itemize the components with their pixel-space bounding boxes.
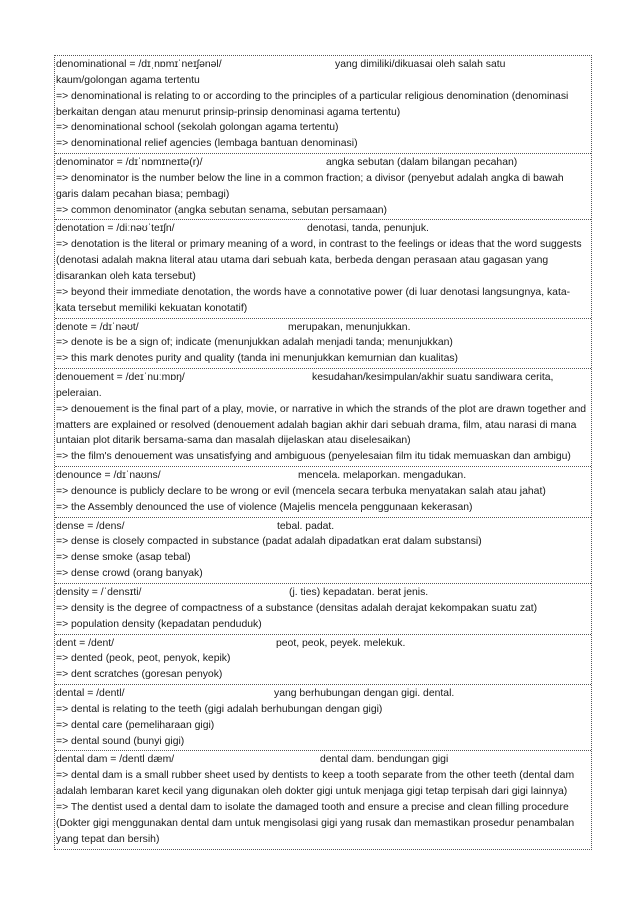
- meaning: mencela. melaporkan. mengadukan.: [298, 470, 467, 482]
- headword: denominational = /dɪˌnɒmɪˈneɪʃənəl/: [56, 59, 222, 70]
- entry-density: [55, 583, 591, 634]
- entry-header: [56, 468, 589, 484]
- entry-line: => dental care (pemeliharaan gigi): [56, 719, 215, 731]
- entry-header: [56, 370, 589, 386]
- entry-line: => dense crowd (orang banyak): [56, 568, 203, 580]
- headword: dent = /dent/: [56, 637, 115, 649]
- entry-line: => dent scratches (goresan penyok): [56, 669, 223, 681]
- entry-line: => denominational relief agencies (lembaga bantuan denominasi): [56, 138, 358, 150]
- entry-line: => density is the degree of compactness of a substance (densitas adalah derajat kekompakan suatu zat): [56, 602, 538, 614]
- entry-line: => dental is relating to the teeth (gigi adalah berhubungan dengan gigi): [56, 703, 383, 715]
- entry-line: => beyond their immediate denotation, the words have a connotative power (di luar denotasi langsungnya, kata-kata tersebut memiliki kekuatan konotatif): [56, 286, 571, 314]
- meaning: tebal. padat.: [277, 520, 335, 532]
- headword: denote = /dɪˈnəʊt/: [56, 321, 139, 333]
- headword: density = /ˈdensɪti/: [56, 587, 142, 598]
- meaning: (j. ties) kepadatan. berat jenis.: [289, 587, 429, 598]
- entry-dental: [55, 684, 591, 750]
- entry-line: => denominational school (sekolah golongan agama tertentu): [56, 122, 339, 134]
- entry-dental-dam: [55, 750, 591, 848]
- entry-line: => the Assembly denounced the use of violence (Majelis mencela penggunaan kekerasan): [56, 501, 473, 513]
- entry-line: => dental sound (bunyi gigi): [56, 735, 185, 747]
- entry-line: => The dentist used a dental dam to isolate the damaged tooth and ensure a precise and clean filling procedure (Dokter gigi menggunakan dental dam untuk mengisolasi gigi yang rusak dan memastikan prosedur penambalan yang tepat dan bersih): [56, 801, 575, 845]
- entry-header: [56, 686, 589, 702]
- entry-line: => denominator is the number below the line in a common fraction; a divisor (penyebut adalah angka di bawah garis dalam pecahan biasa; pembagi): [56, 172, 564, 200]
- meaning: merupakan, menunjukkan.: [288, 321, 411, 333]
- entry-line: => population density (kepadatan penduduk): [56, 618, 262, 630]
- headword: denotation = /diːnəʊˈteɪʃn/: [56, 223, 175, 235]
- entry-denominator: [55, 153, 591, 219]
- entry-line: => dense smoke (asap tebal): [56, 552, 191, 564]
- entry-header: [56, 57, 589, 73]
- meaning: yang berhubungan dengan gigi. dental.: [274, 688, 455, 700]
- entry-denouement: [55, 368, 591, 466]
- entry-dent: [55, 634, 591, 685]
- entry-line: => denounce is publicly declare to be wrong or evil (mencela secara terbuka menyatakan salah atau jahat): [56, 485, 546, 497]
- entry-line: => denotation is the literal or primary meaning of a word, in contrast to the feelings or ideas that the word suggests (denotasi adalah makna literal atau utama dari sebuah kata, berbeda dengan perasaan atau gagasan yang disarankan oleh kata tersebut): [56, 239, 582, 282]
- entry-line: => denote is be a sign of; indicate (menunjukkan adalah menjadi tanda; menunjukkan): [56, 337, 453, 349]
- headword: denominator = /dɪˈnɒmɪneɪtə(r)/: [56, 157, 203, 169]
- meaning: peot, peok, peyek. melekuk.: [276, 637, 406, 649]
- entry-denotation: [55, 219, 591, 317]
- entry-header: [56, 320, 589, 336]
- entry-line: peleraian.: [56, 387, 102, 399]
- entry-line: => common denominator (angka sebutan senama, sebutan persamaan): [56, 204, 387, 216]
- dictionary-entries: [54, 55, 592, 850]
- entry-denote: [55, 318, 591, 369]
- entry-header: [56, 221, 589, 237]
- meaning: dental dam. bendungan gigi: [320, 754, 449, 766]
- entry-line: => dented (peok, peot, penyok, kepik): [56, 653, 231, 665]
- meaning: angka sebutan (dalam bilangan pecahan): [326, 157, 518, 169]
- entry-line: => dense is closely compacted in substance (padat adalah dipadatkan erat dalam substansi): [56, 536, 482, 548]
- entry-header: [56, 636, 589, 652]
- entry-line: => this mark denotes purity and quality (tanda ini menunjukkan kemurnian dan kualitas): [56, 353, 458, 365]
- headword: denouement = /deɪˈnuːmɒŋ/: [56, 372, 185, 384]
- headword: denounce = /dɪˈnaʊns/: [56, 470, 161, 482]
- entry-denounce: [55, 466, 591, 517]
- meaning: yang dimiliki/dikuasai oleh salah satu: [335, 59, 506, 70]
- headword: dental dam = /dentl dæm/: [56, 754, 175, 766]
- meaning: denotasi, tanda, penunjuk.: [307, 223, 429, 235]
- headword: dense = /dens/: [56, 520, 125, 532]
- entry-denominational: [55, 56, 591, 153]
- entry-header: [56, 752, 589, 768]
- entry-header: [56, 155, 589, 171]
- entry-header: [56, 585, 589, 601]
- meaning: kesudahan/kesimpulan/akhir suatu sandiwara cerita,: [312, 372, 554, 384]
- headword: dental = /dentl/: [56, 688, 125, 700]
- entry-line: => denominational is relating to or according to the principles of a particular religious denomination (denominasi berkaitan dengan atau menurut prinsip-prinsip denominasi agama tertentu): [56, 90, 569, 118]
- entry-line: => denouement is the final part of a play, movie, or narrative in which the strands of the plot are drawn together and matters are explained or resolved (denouement adalah bagian akhir dari sebuah drama, film, atau narasi di mana untaian plot ditarik bersama-sama dan masalah dijelaskan atau diselesaikan): [56, 403, 587, 447]
- entry-header: [56, 519, 589, 535]
- entry-line: => the film's denouement was unsatisfying and ambiguous (penyelesaian film itu tidak memuaskan dan ambigu): [56, 451, 571, 463]
- entry-dense: [55, 517, 591, 583]
- entry-line: => dental dam is a small rubber sheet used by dentists to keep a tooth separate from the other teeth (dental dam adalah lembaran karet kecil yang digunakan oleh dokter gigi untuk menjaga gigi tetap terpisah dari gigi lainnya): [56, 770, 575, 798]
- entry-line: kaum/golongan agama tertentu: [56, 74, 200, 86]
